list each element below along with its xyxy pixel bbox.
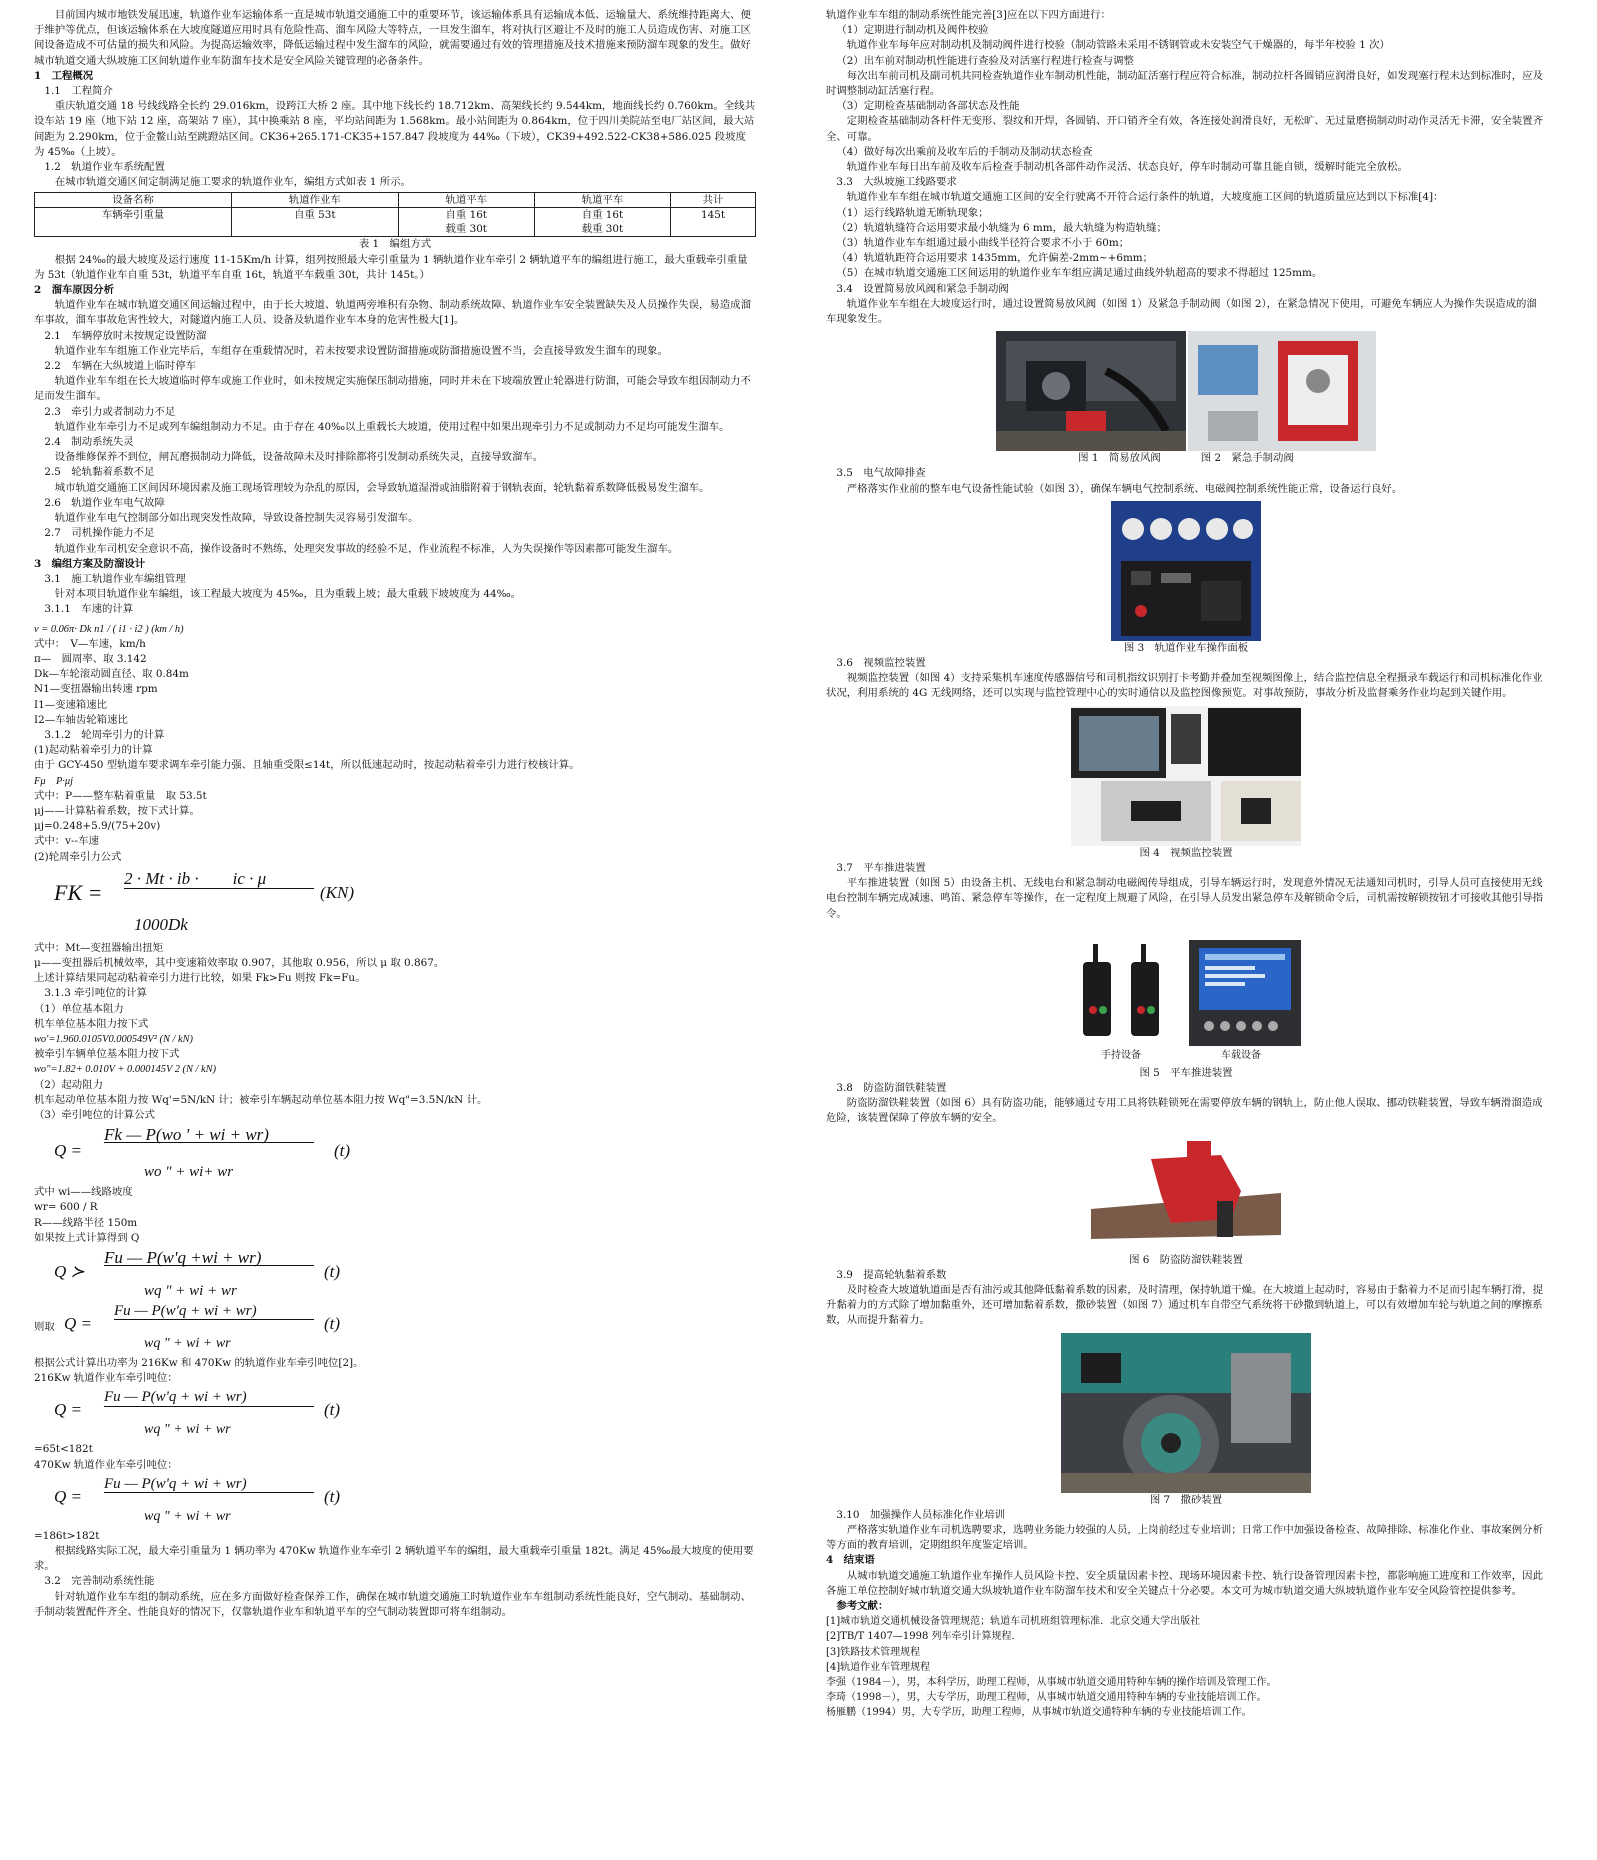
list-item: （2）轨道轨缝符合运用要求最小轨缝为 6 mm，最大轨缝为构造轨缝； [836,221,1167,234]
variable-line: μj——计算粘着系数，按下式计算。 [34,804,200,817]
subsection-heading: 2.6 轨道作业车电气故障 [44,496,165,509]
q-formula-4 [34,1390,756,1442]
paragraph: （1）单位基本阻力 [34,1002,124,1015]
variable-line: 上述计算结果同起动粘着牵引力进行比较，如果 Fk>Fu 则按 Fk=Fu。 [34,972,366,985]
variable-line: R——线路半径 150m [34,1216,138,1229]
q-lhs: Q = [54,1486,82,1506]
iron-shoe-photo [1091,1135,1281,1253]
paragraph: 机车单位基本阻力按下式 [34,1017,149,1030]
figure-caption: 图 1 简易放风阀 [1078,452,1161,465]
paragraph: 根据公式计算出功率为 216Kw 和 470Kw 的轨道作业车牵引吨位[2]。 [34,1357,364,1370]
table-header-cell: 轨道作业车 [232,193,399,208]
q1-numerator: Fk — P(wo ' + wi + wr) [104,1127,314,1143]
variable-line: μ——变扭器后机械效率，其中变速箱效率取 0.907，其他取 0.956，所以 μ 取 0.867。 [34,956,445,969]
q-formula-2 [34,1250,756,1304]
subsection-heading: 2.7 司机操作能力不足 [44,527,155,540]
variable-line: Dk—车轮滚动圆直径、取 0.84m [34,668,189,681]
paragraph: 严格落实作业前的整车电气设备性能试验（如图 3），确保车辆电气控制系统、电磁阀控制系统性能正常，设备运行良好。 [846,482,1403,495]
figure-caption: 图 4 视频监控装置 [1139,846,1233,859]
handheld-radio-photo [1071,940,1181,1046]
variable-line: N1—变扭器输出转速 rpm [34,683,158,696]
q-formula-1 [34,1127,756,1185]
subsection-heading: 3.3 大纵坡施工线路要求 [836,176,957,189]
paragraph: 被牵引车辆单位基本阻力按下式 [34,1048,180,1061]
figure-caption: 图 2 紧急手制动阀 [1200,452,1294,465]
q5-denominator: wq " + wi + wr [144,1508,231,1524]
list-heading: （4）做好每次出乘前及收车后的手制动及制动状态检查 [836,145,1093,158]
paragraph: 针对本项目轨道作业车编组，该工程最大坡度为 45‰，且为重载上坡；最大重载下坡坡度为 44‰。 [54,588,521,601]
reference-item: [2]TB/T 1407—1998 列车牵引计算规程． [826,1631,1022,1643]
left-column [34,8,756,1620]
paragraph: 轨道作业车每日出车前及收车后检查手制动机各部件动作灵活、状态良好，停车时制动可靠且能自锁，缓解时能完全放松。 [846,161,1408,174]
subsection-heading: 2.3 牵引力或者制动力不足 [44,405,176,418]
subsection-heading: 2.2 车辆在大纵坡道上临时停车 [44,360,196,373]
q2-unit: (t) [324,1262,341,1282]
paragraph: 定期检查基础制动各杆件无变形、裂纹和开焊，各圆销、开口销齐全有效，各连接处润滑良好，无松旷、无过量磨损制动时动作灵活无卡滞，安全装置齐全、可靠。 [826,115,1543,143]
paragraph: 从城市轨道交通施工轨道作业车操作人员风险卡控、安全质量因素卡控、现场环境因素卡控、轨行设备管理因素卡控，都影响施工进度和工作效率，因此各施工单位控制好城市轨道交通大纵坡轨道作业车防溜车技术和安全关键点十分必要。本文可为城市轨道交通大纵坡轨道作业车安全风险管控提供参考。 [826,1569,1543,1597]
q-lhs: Q ≻ [54,1262,85,1282]
paragraph: 轨道作业车车组在城市轨道交通施工区间的安全行驶离不开符合运行条件的轨道，大坡度施工区间的轨道质量应达到以下标准[4]： [846,191,1444,204]
subsection-heading: 2.4 制动系统失灵 [44,436,134,449]
subsection-heading: 1.2 轨道作业车系统配置 [44,161,165,174]
adhesion-formula: Fμ P·μj [34,775,74,787]
figure-7 [1061,1333,1311,1493]
subsection-heading: 2.5 轮轨黏着系数不足 [44,466,155,479]
subsection-heading: 3.1.3 牵引吨位的计算 [44,987,147,1000]
list-heading: （1）定期进行制动机及阀件校验 [836,24,989,37]
figure-caption: 图 6 防盗防溜铁鞋装置 [1129,1253,1243,1266]
fk-denominator: 1000Dk [134,914,188,934]
q5-numerator: Fu — P(w'q + wi + wr) [104,1477,314,1493]
q-lhs: Q = [54,1141,82,1161]
speed-formula: v = 0.06π· Dk n1 / ( i1 · i2 ) (km / h) [34,623,184,635]
subsection-heading: 3.8 防盗防溜铁鞋装置 [836,1081,947,1094]
table-row [35,208,756,237]
paragraph: 机车起动单位基本阻力按 Wq'=5N/kN 计；被牵引车辆起动单位基本阻力按 Wq"=3.5N/kN 计。 [34,1093,488,1106]
video-monitor-photo [1071,706,1301,846]
paragraph: 每次出车前司机及副司机共同检查轨道作业车制动机性能，制动缸活塞行程应符合标准，制动拉杆各圆销应润滑良好，如发现塞行程未达到标准时，应及时调整制动缸活塞行程。 [826,69,1543,98]
reference-item: [3]铁路技术管理规程 [826,1646,921,1658]
subsection-heading: 3.5 电气故障排查 [836,467,926,480]
q3-denominator: wq " + wi + wr [144,1336,231,1352]
section-heading: 1 工程概况 [34,69,94,82]
figure-caption-row [826,451,1546,466]
wo2-formula: wo"=1.82+ 0.010V + 0.000145V 2 (N / kN) [34,1064,217,1076]
list-heading: （2）出车前对制动机性能进行查验及对活塞行程进行检查与调整 [836,54,1134,67]
q-lhs: Q = [54,1400,82,1420]
paragraph: 216Kw 轨道作业车牵引吨位： [34,1372,178,1385]
subsection-heading: 3.1.1 车速的计算 [44,603,134,616]
list-item: （5）在城市轨道交通施工区间运用的轨道作业车车组应满足通过曲线外轨超高的要求不得超过 125mm。 [836,267,1323,280]
variable-line: μj=0.248+5.9/(75+20v) [34,820,161,833]
q1-denominator: wo " + wi+ wr [144,1164,234,1181]
q5-unit: (t) [324,1486,341,1506]
table-cell: 自重 16t 载重 30t [398,208,534,237]
list-item: （3）轨道作业车车组通过最小曲线半径符合要求不小于 60m； [836,237,1130,250]
variable-line: 如果按上式计算得到 Q [34,1231,140,1244]
paragraph: (1)起动粘着牵引力的计算 [34,744,153,757]
subsection-heading: 3.1.2 轮周牵引力的计算 [44,728,165,741]
variable-line: 式中 wi——线路坡度 [34,1186,133,1199]
result-line: =186t>182t [34,1529,100,1542]
subsection-heading: 3.6 视频监控装置 [836,657,926,670]
table-cell: 车辆牵引重量 [35,208,232,237]
paragraph: 轨道作业车牵引力不足或列车编组制动力不足。由于存在 40‰以上重载长大坡道，使用过程中如果出现牵引力不足或制动力不足均可能发生溜车。 [54,420,730,433]
variable-line: 式中：v--车速 [34,835,99,848]
paragraph: 及时检查大坡道轨道面是否有油污或其他降低黏着系数的因素，及时清理，保持轨道干燥。在大坡道上起动时，容易由于黏着力不足而引起车辆打滑，提升黏着力的方式除了增加黏重外，还可增加黏着系数，撒砂装置（如图 7）通过机车自带空气系统将干砂撒到轨道上，可以有效增加车轮与轨道之间的摩擦系数，从而提升黏着力。 [826,1283,1543,1327]
paragraph: 根据线路实际工况，最大牵引重量为 1 辆功率为 470Kw 轨道作业车牵引 2 辆轨道平车的编组，最大重载牵引重量 182t。满足 45‰最大坡度的使用要求。 [34,1545,754,1573]
paragraph: 在城市轨道交通区间定制满足施工要求的轨道作业车，编组方式如表 1 所示。 [54,176,411,189]
q-formula-5 [34,1477,756,1529]
paragraph: 轨道作业车车组在长大坡道临时停车或施工作业时，如未按规定实施保压制动措施，同时并未在下坡端放置止轮器进行防溜，可能会导致车组因制动力不足而发生溜车。 [34,375,751,403]
references-heading: 参考文献： [836,1599,889,1612]
paragraph: 由于 GCY-450 型轨道车要求调车牵引能力强、且轴重受限≤14t，所以低速起动时，按起动粘着牵引力进行校核计算。 [34,759,580,772]
control-panel-photo [1111,501,1261,641]
table-cell: 145t [671,208,756,237]
q3-unit: (t) [324,1314,341,1334]
table-header-row [35,193,756,208]
paragraph: （2）起动阻力 [34,1078,103,1091]
paragraph: 防盗防溜铁鞋装置（如图 6）具有防盗功能，能够通过专用工具将铁鞋锁死在需要停放车辆的钢轨上，防止他人误取、挪动铁鞋装置，导致车辆滑溜造成危险，该装置保障了停放车辆的安全。 [826,1097,1543,1125]
paragraph: 轨道作业车电气控制部分如出现突发性故障，导致设备控制失灵容易引发溜车。 [54,512,419,525]
result-line: =65t<182t [34,1443,93,1456]
reference-item: [1]城市轨道交通机械设备管理规范；轨道车司机班组管理标准．北京交通大学出版社 [826,1616,1201,1628]
table-cell: 自重 53t [232,208,399,237]
paragraph: 针对轨道作业车车组的制动系统，应在多方面做好检查保养工作，确保在城市轨道交通施工时轨道作业车车组制动系统性能良好，空气制动、基础制动、手制动装置配件齐全、性能良好的情况下，仅靠轨道作业车和轨道平车的空气制动装置即可将车组制动。 [34,1590,751,1618]
subsection-heading: 3.10 加强操作人员标准化作业培训 [836,1508,1005,1521]
list-item: （4）轨道轨距符合运用要求 1435mm，允许偏差-2mm~+6mm； [836,252,1154,265]
author-bio: 李琦（1998－），男，大专学历，助理工程师，从事城市轨道交通用特种车辆的专业技能培训工作。 [826,1692,1267,1704]
variable-line: I2—车轴齿轮箱速比 [34,713,128,726]
paragraph: （3）牵引吨位的计算公式 [34,1109,155,1121]
paragraph: 470Kw 轨道作业车牵引吨位： [34,1458,178,1471]
paragraph: 轨道作业车每年应对制动机及制动阀件进行校验（制动管路未采用不锈钢管或未安装空气干燥器的，每半年校验 1 次） [846,39,1390,52]
right-column [826,8,1546,1721]
paragraph: 轨道作业车车组的制动系统性能完善[3]应在以下四方面进行： [826,9,1111,21]
q2-denominator: wq " + wi + wr [144,1283,237,1300]
reference-item: [4]轨道作业车管理规程 [826,1661,931,1673]
wo-formula: wo'=1.960.0105V0.000549V² (N / kN) [34,1033,193,1045]
paragraph: (2)轮周牵引力公式 [34,850,122,863]
q-lhs: Q = [64,1314,92,1334]
intro-paragraph: 目前国内城市地铁发展迅速，轨道作业车运输体系一直是城市轨道交通施工中的重要环节，该运输体系具有运输成本低、运输量大、系统维持距离大、便于维护等优点，但该运输体系在大坡度隧道应用时具有危险性高、溜车风险大等特点，一旦发生溜车，将对执行区避让不及时的施工人员造成伤害、对施工区间设备造成不可估量的损失和风险。为提高运输效率，降低运输过程中发生溜车的风险，就需要通过有效的管理措施及技术措施来预防溜车现象的发生。做好城市轨道交通大纵坡施工区间轨道作业车防溜车技术是安全风险关键管理的必备条件。 [34,9,751,67]
fk-formula [34,868,756,941]
paragraph: 设备维修保养不到位，闸瓦磨损制动力降低，设备故障未及时排除都将引发制动系统失灵，直接导致溜车。 [54,451,544,464]
paragraph: 轨道作业车车组施工作业完毕后，车组存在重载情况时，若未按要求设置防溜措施或防溜措施设置不当，会直接导致发生溜车的现象。 [54,344,668,357]
figure-sublabel: 手持设备 [1101,1049,1141,1061]
variable-line: 式中： V—车速，km/h [34,637,146,650]
fk-numerator: 2 · Mt · ib · ic · μ [124,871,314,889]
subsection-heading: 3.4 设置简易放风阀和紧急手制动阀 [836,282,1009,295]
figure-5 [1071,940,1301,1066]
paragraph: 轨道作业车司机安全意识不高，操作设备时不熟练，处理突发事故的经验不足，作业流程不标准，人为失误操作等因素都可能发生溜车。 [54,542,679,555]
variable-line: π— 圆周率、取 3.142 [34,652,147,665]
then-label: 则取 [34,1322,55,1334]
subsection-heading: 3.2 完善制动系统性能 [44,1575,155,1588]
hand-brake-valve-photo [1188,331,1376,451]
subsection-heading: 2.1 车辆停放时未按规定设置防溜 [44,329,207,342]
section-heading: 3 编组方案及防溜设计 [34,557,146,570]
q4-numerator: Fu — P(w'q + wi + wr) [104,1390,314,1406]
q4-denominator: wq " + wi + wr [144,1422,231,1438]
paragraph: 城市轨道交通施工区间因环境因素及施工现场管理较为杂乱的原因，会导致轨道湿滑或油脂附着于钢轨表面，轮轨黏着系数降低极易发生溜车。 [54,481,710,494]
figure-caption: 图 7 撒砂装置 [1149,1493,1223,1506]
fk-lhs: FK = [54,879,103,905]
figure-3 [1111,501,1261,641]
config-table [34,192,756,237]
variable-line: wr= 600 / R [34,1201,98,1214]
paragraph: 平车推进装置（如图 5）由设备主机、无线电台和紧急制动电磁阀传导组成，引导车辆运行时，发现意外情况无法通知司机时，引导人员可直接使用无线电台控制车辆完成减速、鸣笛、紧急停车等操作，在一定程度上规避了风险，在引导人员发出紧急停车及解锁命令后，司机需按解锁按钮才可接收其他引导指令。 [826,877,1543,920]
paragraph: 重庆轨道交通 18 号线线路全长约 29.016km，设跨江大桥 2 座。其中地下线长约 18.712km、高架线长约 9.544km，地面线长约 0.760km。全线共设车站 19 座（地下站 12 座，高架站 7 座），其中换乘站 8 座，平均站间距为 1.568km。最小站间距为 0.864km，位于四川美院站至电厂站区间，最大站间距为 2.290km，位于金鳌山站至跳蹬站区间。CK36+265.171-CK35+157.847 段坡度为 44‰（下坡），CK39+492.522-CK38+586.025 段坡度为 45‰（上坡）。 [34,100,756,158]
onboard-unit-photo [1189,940,1301,1046]
subsection-heading: 1.1 工程简介 [44,85,113,98]
paragraph: 轨道作业车在城市轨道交通区间运输过程中，由于长大坡道、轨道两旁堆积有杂物、制动系统故障、轨道作业车安全装置缺失及人员操作失误，易造成溜车事故，溜车事故危害性较大，对隧道内施工人员、设备及轨道作业车本身的危害性极大[1]。 [34,299,751,327]
table-caption: 表 1 编组方式 [358,238,432,251]
subsection-heading: 3.7 平车推进装置 [836,861,926,874]
figure-caption: 图 5 平车推进装置 [1139,1066,1233,1079]
q2-numerator: Fu — P(w'q +wi + wr) [104,1250,314,1266]
paragraph: 严格落实轨道作业车司机选聘要求，选聘业务能力较强的人员，上岗前经过专业培训；日常工作中加强设备检查、故障排除、标准化作业、事故案例分析等方面的教育培训，定期组织年度鉴定培训。 [826,1523,1543,1552]
figure-6 [1091,1135,1281,1253]
list-heading: （3）定期检查基础制动各部状态及性能 [836,100,1020,113]
figure-4 [1071,706,1301,846]
fk-unit: (KN) [320,882,354,902]
table-cell: 自重 16t 载重 30t [534,208,670,237]
author-bio: 李强（1984－），男，本科学历，助理工程师，从事城市轨道交通用特种车辆的操作培训及管理工作。 [826,1676,1277,1688]
section-heading: 2 溜车原因分析 [34,284,114,297]
q4-unit: (t) [324,1400,341,1420]
air-valve-photo [996,331,1186,451]
figure-sublabel: 车载设备 [1221,1049,1261,1061]
sanding-device-photo [1061,1333,1311,1493]
figure-caption: 图 3 轨道作业车操作面板 [1123,641,1249,654]
table-header-cell: 轨道平车 [534,193,670,208]
variable-line: 式中：P——整车粘着重量 取 53.5t [34,789,207,802]
paragraph: 轨道作业车车组在大坡度运行时，通过设置简易放风阀（如图 1）及紧急手制动阀（如图 2），在紧急情况下使用，可避免车辆应人为操作失误造成的溜车现象发生。 [826,297,1537,326]
subsection-heading: 3.1 施工轨道作业车编组管理 [44,572,186,585]
variable-line: 式中：Mt—变扭器输出扭矩 [34,941,164,954]
figure-1-2 [996,331,1376,451]
table-header-cell: 共计 [671,193,756,208]
paragraph: 视频监控装置（如图 4）支持采集机车速度传感器信号和司机指纹识别打卡考勤并叠加至视频图像上，结合监控信息全程摄录车载运行和司机标准化作业状况，利用系统的 4G 无线网络，还可以实现与监控管理中心的实时通信以及监控图像预览。对事故预防，事故分析及监督乘务作业均起到关键作用。 [826,672,1543,700]
q3-numerator: Fu — P(w'q + wi + wr) [114,1304,314,1320]
section-heading: 4 结束语 [826,1554,875,1567]
q-formula-3 [34,1304,756,1356]
subsection-heading: 3.9 提高轮轨黏着系数 [836,1268,947,1281]
q1-unit: (t) [334,1141,351,1161]
variable-line: I1—变速箱速比 [34,698,108,711]
table-header-cell: 轨道平车 [398,193,534,208]
author-bio: 杨雁鹏（1994）男，大专学历，助理工程师，从事城市轨道交通特种车辆的专业技能培训工作。 [826,1707,1252,1719]
table-header-cell: 设备名称 [35,193,232,208]
paragraph: 根据 24‰的最大坡度及运行速度 11-15Km/h 计算，组列按照最大牵引重量为 1 辆轨道作业车牵引 2 辆轨道平车的编组进行施工，最大重载牵引重量为 53t（轨道作业车自重 53t，轨道平车自重 16t，轨道平车载重 30t，共计 145t。） [34,253,748,281]
list-item: （1）运行线路轨道无断轨现象； [836,206,989,219]
